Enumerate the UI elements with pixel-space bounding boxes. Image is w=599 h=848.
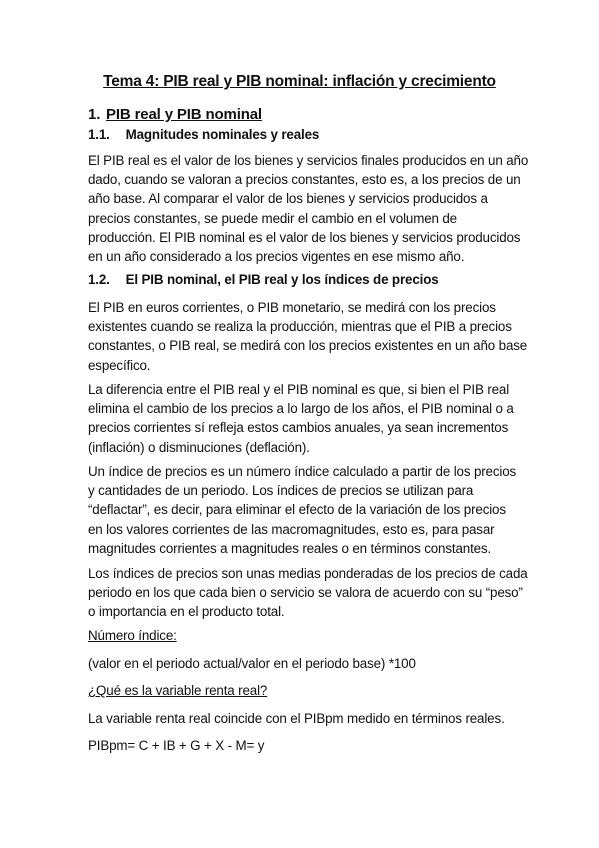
section-1-heading <box>88 106 262 123</box>
section-1-number: 1. <box>88 106 101 123</box>
paragraph-line: año base. Al comparar el valor de los bienes y servicios producidos a <box>88 191 488 207</box>
paragraph-line: Un índice de precios es un número índice calculado a partir de los precios <box>88 464 517 479</box>
paragraph-line: en un año considerado a los precios vigentes en ese mismo año. <box>88 249 465 265</box>
subsection-1-2-number: 1.2. <box>88 272 110 287</box>
paragraph-line: existentes cuando se realiza la producción, mientras que el PIB a precios <box>88 319 512 335</box>
paragraph-pib-real-definition <box>88 151 528 266</box>
paragraph-pib-euros-corrientes <box>88 298 528 375</box>
renta-real-text: La variable renta real coincide con el PIBpm medido en términos reales. <box>88 711 505 726</box>
paragraph-line: o importancia en el producto total. <box>88 604 285 620</box>
paragraph-line: específico. <box>88 357 151 373</box>
paragraph-line: magnitudes corrientes a magnitudes reales o en términos constantes. <box>88 540 492 556</box>
paragraph-line: (inflación) o disminuciones (deflación). <box>88 439 310 455</box>
document-title: Tema 4: PIB real y PIB nominal: inflación y crecimiento <box>103 73 496 90</box>
paragraph-line: y cantidades de un periodo. Los índices de precios se utilizan para <box>88 483 474 499</box>
paragraph-line: Los índices de precios son unas medias ponderadas de los precios de cada <box>88 566 528 581</box>
paragraph-line: en los valores corrientes de las macromagnitudes, esto es, para pasar <box>88 521 495 537</box>
paragraph-diferencia-pib <box>88 380 528 457</box>
paragraph-line: “deflactar”, es decir, para eliminar el efecto de la variación de los precios <box>88 502 506 518</box>
paragraph-line: dado, cuando se valoran a precios constantes, esto es, a los precios de un <box>88 172 521 188</box>
subsection-1-2-title: El PIB nominal, el PIB real y los índices de precios <box>125 272 439 287</box>
paragraph-line: constantes, o PIB real, se medirá con los precios existentes en un año base <box>88 338 528 354</box>
paragraph-line: La diferencia entre el PIB real y el PIB nominal es que, si bien el PIB real <box>88 382 510 397</box>
paragraph-line: elimina el cambio de los precios a lo largo de los años, el PIB nominal o a <box>88 401 514 417</box>
renta-real-heading: ¿Qué es la variable renta real? <box>88 683 268 698</box>
paragraph-line: El PIB real es el valor de los bienes y servicios finales producidos en un año <box>88 153 529 168</box>
paragraph-line: El PIB en euros corrientes, o PIB monetario, se medirá con los precios <box>88 300 496 315</box>
section-1-title: PIB real y PIB nominal <box>106 106 262 123</box>
paragraph-line: periodo en los que cada bien o servicio se valora de acuerdo con su “peso” <box>88 585 523 601</box>
paragraph-line: producción. El PIB nominal es el valor de los bienes y servicios producidos <box>88 229 521 245</box>
numero-indice-heading: Número índice: <box>88 628 177 643</box>
subsection-1-2-heading <box>88 272 439 287</box>
paragraph-line: precios corrientes sí refleja estos cambios anuales, ya sean incrementos <box>88 420 509 436</box>
subsection-1-1-title: Magnitudes nominales y reales <box>125 127 320 142</box>
subsection-1-1-number: 1.1. <box>88 127 110 142</box>
pib-formula: PIBpm= C + IB + G + X - M= y <box>88 738 265 753</box>
numero-indice-formula: (valor en el periodo actual/valor en el periodo base) *100 <box>88 656 416 671</box>
paragraph-indice-de-precios <box>88 462 528 558</box>
paragraph-line: precios constantes, se puede medir el cambio en el volumen de <box>88 210 457 226</box>
subsection-1-1-heading <box>88 127 319 142</box>
paragraph-medias-ponderadas <box>88 564 528 622</box>
